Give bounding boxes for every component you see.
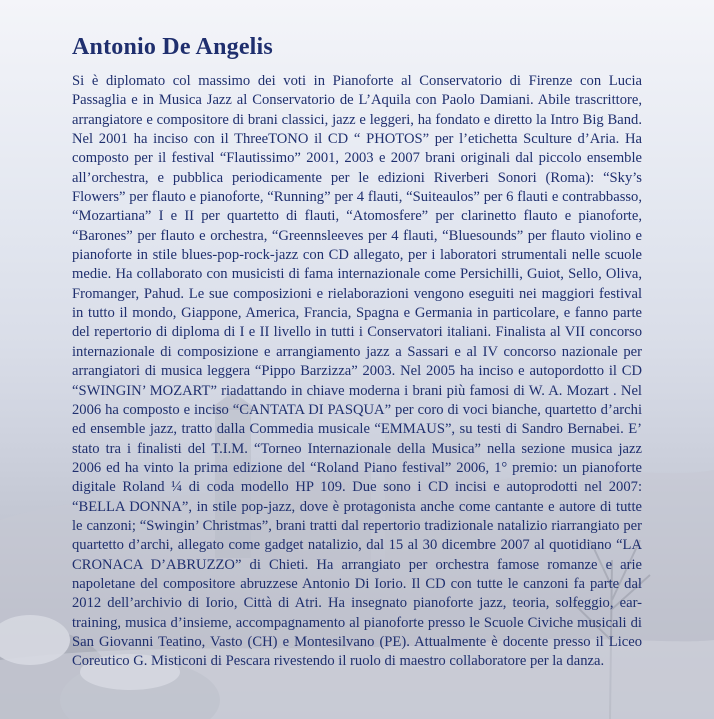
document-title: Antonio De Angelis: [72, 34, 273, 60]
biography-paragraph: Si è diplomato col massimo dei voti in Pianoforte al Conservatorio di Firenze con Lucia Passaglia e in Musica Jazz al Conservatorio de L’Aquila con Paolo Damiani. Abile trascrittore, arrangiatore e compositore di brani classici, jazz e leggeri, ha fondato e diretto la Intro Big Band. Nel 2001 ha inciso con il ThreeTONO il CD “ PHOTOS” per l’etichetta Sculture d’Aria. Ha composto per il festival “Flautissimo” 2001, 2003 e 2007 brani originali dal piccolo ensemble all’orchestra, e pubblica periodicamente per le edizioni Riverberi Sonori (Roma): “Sky’s Flowers” per flauto e pianoforte, “Running” per 4 flauti, “Suiteaulos” per 6 flauti e contrabbasso, “Mozartiana” I e II per quartetto di flauti, “Atomosfere” per clarinetto flauto e pianoforte, “Barones” per flauto e orchestra, “Greennsleeves per 4 flauti, “Bluesounds” per flauto violino e pianoforte in stile blues-pop-rock-jazz con CD allegato, per i laboratori strumentali nelle scuole medie. Ha collaborato con musicisti di fama internazionale come Persichilli, Guiot, Sello, Oliva, Fromanger, Pahud. Le sue composizioni e rielaborazioni vengono eseguiti nei maggiori festival in tutto il mondo, Giappone, America, Francia, Spagna e Germania in particolare, e fanno parte del repertorio di diploma di I e II livello in tutti i Conservatori italiani. Finalista al VII concorso internazionale di composizione e arrangiamento jazz a Sassari e al IV concorso nazionale per arrangiatori di musica leggera “Pippo Barzizza” 2003. Nel 2005 ha inciso e autopordotto il CD “SWINGIN’ MOZART” riadattando in chiave moderna i brani più famosi di W. A. Mozart . Nel 2006 ha composto e inciso “CANTATA DI PASQUA” per coro di voci bianche, quartetto d’archi ed ensemble jazz, tratto dalla Commedia musicale “EMMAUS”, su testi di Sandro Bernabei. E’ stato tra i finalisti del T.I.M. “Torneo Internazionale della Musica” nella sezione musica jazz 2006 ed ha vinto la prima edizione del “Roland Piano festival” 2006, 1° premio: un pianoforte digitale Roland ¼ di coda modello HP 109. Due sono i CD incisi e autoprodotti nel 2007: “BELLA DONNA”, in stile pop-jazz, dove è protagonista anche come cantante e autore di tutte le canzoni; “Swingin’ Christmas”, brani tratti dal repertorio tradizionale natalizio riarrangiato per quartetto d’archi, allegato come gadget natalizio, dal 15 al 30 dicembre 2007 al quotidiano “LA CRONACA D’ABRUZZO” di Chieti. Ha arrangiato per orchestra famose romanze e arie napoletane del compositore abruzzese Antonio Di Iorio. Il CD con tutte le canzoni fa parte dal 2012 dell’archivio di Iorio, Città di Atri. Ha insegnato pianoforte jazz, teoria, solfeggio, ear-training, musica d’insieme, accompagnamento al pianoforte presso le Scuole Civiche musicali di San Giovanni Teatino, Vasto (CH) e Montesilvano (PE). Attualmente è docente presso il Liceo Coreutico G. Misticoni di Pescara rivestendo il ruolo di maestro collaboratore per la danza.: [72, 73, 642, 670]
